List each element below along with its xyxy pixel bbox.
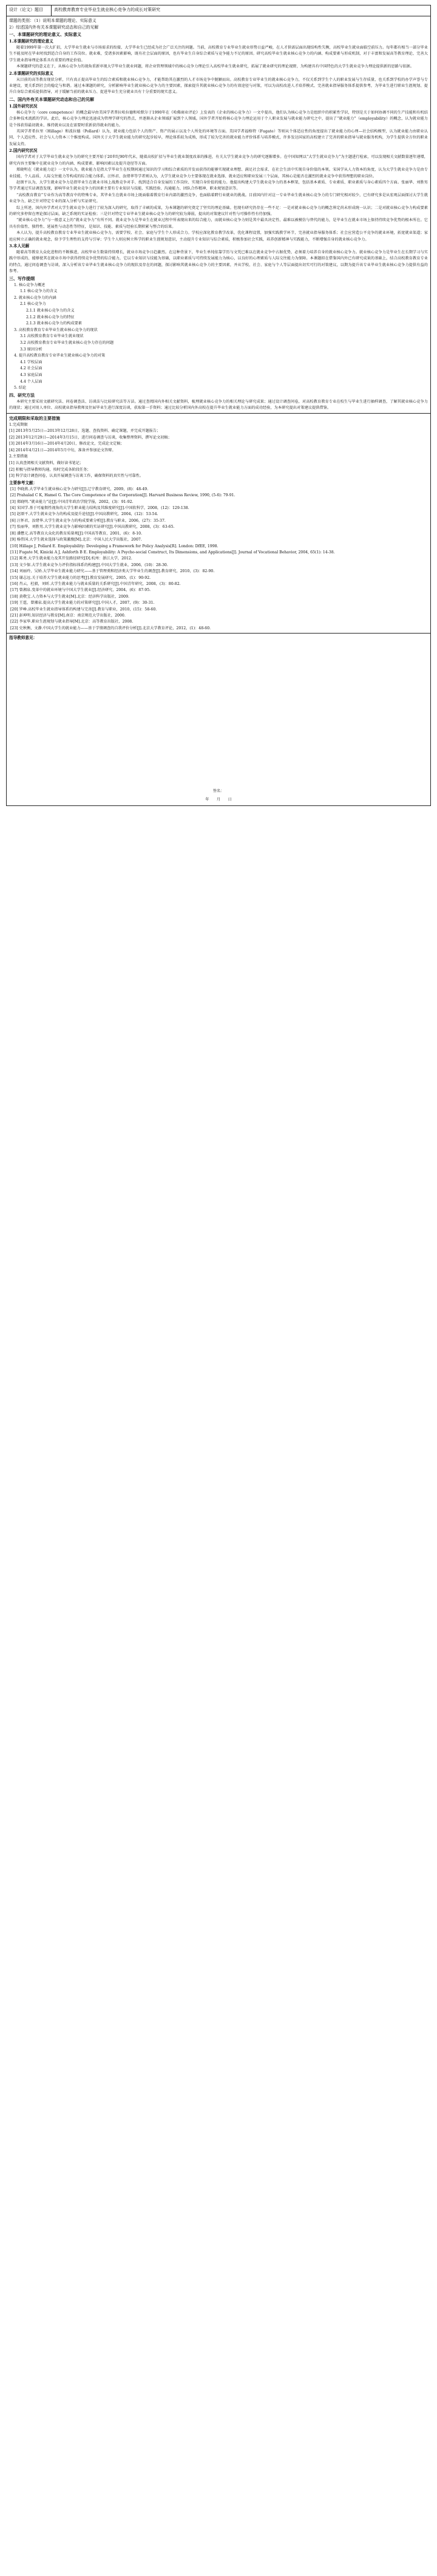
schedule-item: [3] 2014年3月16日—2014年4月20日，修改论文，完成论文定稿； xyxy=(9,442,124,446)
reference-item: [1] 李晓燕.大学毕业生就业核心竞争力研究[J].辽宁教育研究，2009，(8)：48-49. xyxy=(10,487,149,491)
reference-item: [22] 李家华.职业生涯规划与就业指导[M].北京：高等教育出版社，2008. xyxy=(10,620,134,624)
body-row xyxy=(7,16,431,414)
schedule-item: [1] 2013年5月25日—2013年12月28日，选题、查找资料、确定课题，并完成开题报告； xyxy=(9,429,161,434)
outline-item: 2.1.1 就业核心竞争力的含义 xyxy=(26,308,75,313)
paragraph: “高校教育教育”专业作为高等教育中的特殊专业，其毕业生在就业市场上既面临着教育行业内部的激烈竞争，也面临着跨行业就业的挑战。目前国内针对这一专业毕业生就业核心竞争力的专门研究相对较少，已有研究多是从宏观层面探讨大学生就业竞争力，缺乏针对特定专业的深入分析与实证研究。 xyxy=(9,193,428,204)
outline-item: 3.2 高校教育教育专业毕业生就业核心竞争力存在的问题 xyxy=(20,340,114,345)
method-body xyxy=(9,399,428,412)
schedule-row xyxy=(7,413,431,634)
advisor-row xyxy=(7,634,431,806)
thesis-title: 高校教育教育专业毕业生就业核心竞争力的成长对策研究 xyxy=(52,5,431,16)
outline-item: 3.3 原因分析 xyxy=(20,347,42,352)
section-1-1-title: 1.本课题研究的理论意义 xyxy=(9,39,53,44)
schedule-item: 2.主要措施 xyxy=(9,454,28,459)
outline-item: 1.1 核心竞争力的含义 xyxy=(20,289,58,294)
reference-item: [23] 史秋衡，文静.中国大学生的就业能力——基于学情调查的自我评价分析[J].北京大学教育评论，2012，(1)：48-60. xyxy=(10,626,211,630)
advisor-cell xyxy=(7,634,431,806)
signature-date: 年 月 日 xyxy=(205,798,232,802)
schedule-item: [1] 认真查阅相关文献资料，做好读书笔记； xyxy=(9,461,84,466)
reference-item: [17] 曾湘泉.变革中的就业环境与中国大学生就业[J].经济研究，2004，(6)：87-95. xyxy=(10,588,151,593)
schedule-title: 完成期限和采取的主要措施 xyxy=(9,415,60,421)
advisor-label: 指导教师意见： xyxy=(9,635,38,641)
outline-item: 4. 提升高校教育教育专业毕业生就业核心竞争力的对策 xyxy=(14,354,106,358)
paragraph: 随着1999年第一次大扩招，大学毕业生就业与市场需求的衔接、大学毕业生已经成为社会广泛关注的问题。当前，高校教育专业毕业生就业形势日益严峻，在人才供需层面出现结构性失衡，高校毕业生就业面临空前压力。每年都有相当一部分毕业生不能及时在毕业时找到适合自身的工作岗位。就业难，受诸多因素影响，既有社会层面的原因，也有毕业生自身综合素质与竞争能力不足的原因。研究高校毕业生就业核心竞争力的内涵、构成要素与形成机制，对于丰富和发展高等教育理论、完善大学生就业指导理论体系具有重要的理论价值。 xyxy=(9,46,428,63)
section-2-3-title: 3.本人见解 xyxy=(9,243,30,248)
schedule-item: 1.完成期限 xyxy=(9,422,28,427)
reference-item: [19] 王霆，曾湘泉.提高大学生就业能力的对策研究[J].中国人才，2007，(9)：30-31. xyxy=(10,601,155,606)
outline-item: 2.1.3 就业核心竞争力的构成要素 xyxy=(26,321,82,326)
schedule-list xyxy=(9,422,428,480)
reference-item: [7] 张丽华，刘胜男.大学生就业竞争力影响因素的实证研究[J].中国高教研究，2008，(3)：63-65. xyxy=(10,525,175,530)
section-2-1-body xyxy=(9,110,428,148)
outline-item: 4.4 个人层面 xyxy=(20,379,42,384)
outline-list xyxy=(9,282,428,392)
outline-item: 5. 结论 xyxy=(14,386,27,391)
outline-item: 1. 核心竞争力概述 xyxy=(14,282,46,287)
outline-item: 3. 高校教育教育专业毕业生就业核心竞争力的现状 xyxy=(14,327,98,332)
reference-item: [12] 陈勇.大学生就业能力及其开发路径研究[D].杭州：浙江大学，2012. xyxy=(10,556,132,561)
signature-label: 签名： xyxy=(212,789,225,794)
type-label: 设计（论文）题目 xyxy=(7,5,52,16)
method-title: 四、研究方法 xyxy=(9,392,35,398)
paragraph: 本课题研究的意义在于，从核心竞争力的视角重新审视大学毕业生就业问题，将企业管理领域中的核心竞争力理论引入高校毕业生就业研究，拓展了就业研究的理论视野，为构建具有中国特色的大学生就业竞争力理论提供新的思路与依据。 xyxy=(16,64,414,69)
reference-item: [8] 潘懋元.高等教育大众化的教育质量观[J].中国高等教育，2001，(6)：8-10. xyxy=(10,531,143,536)
paragraph: 随着高等教育大众化进程的不断推进，高校毕业生数量持续增长，就业市场竞争日趋激烈。在这种背景下，毕业生单纯依靠学历与文凭已难以在就业竞争中占据优势，必须着力培养自身的就业核心竞争力。就业核心竞争力是毕业生在长期学习与实践中形成的、能够使其在就业市场中获得持续竞争优势的综合能力，它以专业知识与技能为基础，以职业素质与可持续发展能力为核心，以良好的心理素质与人际交往能力为保障。本课题拟在借鉴国内外已有研究成果的基础上，结合高校教育教育专业的特点，通过问卷调查与访谈，深入分析该专业毕业生就业核心竞争力的现状及存在的问题，探讨影响其就业核心竞争力的主要因素，并从学校、社会、家庭与个人等层面提出切实可行的对策建议，以期为提升该专业毕业生就业核心竞争力提供有益的参考。 xyxy=(9,250,428,274)
section-2-1-title: 1.国外研究状况 xyxy=(9,103,38,109)
signature-block xyxy=(9,739,428,804)
outline-item: 4.1 学校层面 xyxy=(20,360,42,364)
header-row xyxy=(7,5,431,16)
references-list xyxy=(9,487,428,632)
paragraph: 赵颂平认为，大学生就业竞争力是指毕业生在就业市场上战胜竞争对手、找到适合自身发展的工作岗位、实现自身价值的能力。他提出构建大学生就业竞争力的基本框架，包括基本素质、专业素质、职业素质与身心素质四个方面。张丽华、刘胜男等学者通过实证调查发现，影响毕业生就业竞争力的因素主要有专业知识与技能、实践经验、沟通能力、团队合作精神、职业规划意识等。 xyxy=(9,180,428,191)
paragraph: 从目前的高等教育现状分析，只有真正提高毕业生的综合素质和就业核心竞争力，才能帮助其在激烈的人才市场竞争中脱颖而出。高校教育专业毕业生的就业核心竞争力，不仅关系到学生个人的职业发展与生存质量，也关系到学校的办学声誉与专业建设，更关系到社会的稳定与和谐。通过本课题的研究，分析影响毕业生就业核心竞争力的主要因素，探索提升其就业核心竞争力的有效途径与对策，可以为高校改进人才培养模式、完善就业指导服务体系提供参考，为毕业生进行职业生涯规划、提升自身综合素质提供指导，对于缓解当前的就业压力、促进毕业生充分就业具有十分重要的现实意义。 xyxy=(9,77,428,95)
section-2-3-body xyxy=(9,250,428,275)
reference-item: [9] 杨伟国.大学生就业选择与政策激励[M].北京：中国人民大学出版社，2007. xyxy=(10,538,142,542)
body-cell xyxy=(7,16,431,414)
paragraph: 国内学者对于大学毕业生就业竞争力的研究主要开始于20世纪90年代末，随着高校扩招与毕业生就业制度改革的推进，有关大学生就业竞争力的研究逐渐增多。在中国知网以“大学生就业竞争力”为主题进行检索，可以发现相关文献数量逐年递增，研究内容主要集中在就业竞争力的内涵、构成要素、影响因素以及提升途径等方面。 xyxy=(9,155,428,166)
reference-item: [18] 黄敬宝.人力资本与大学生就业[M].北京：经济科学出版社，2009. xyxy=(10,594,129,599)
paragraph: 英国学者希拉里（Hillage）和波拉德（Pollard）认为，就业能力包括个人的资产、资产的展示以及个人所处的环境等方面。美国学者福格特（Fugate）等则从个体适应性的角度提出了就业能力的心理—社会结构模型，认为就业能力由职业认同、个人适应性、社会与人力资本三个维度构成。国外关于大学生就业能力的研究起步较早，理论体系较为成熟，形成了较为完善的就业能力评价体系与培养模式，许多发达国家的高校建立了完善的职业指导与就业服务机构，为学生提供全方位的职业发展支持。 xyxy=(9,129,428,146)
references-title: 主要参考文献： xyxy=(9,480,38,485)
paragraph: 核心竞争力（core competence）的概念最早由美国学者普拉哈拉德和哈默尔于1990年在《哈佛商业评论》上发表的《企业的核心竞争力》一文中提出，他们认为核心竞争力是组织中的积累性学识，特别是关于如何协调不同的生产技能和有机结合多种技术流派的学识。此后，核心竞争力理论迅速成为管理学研究的热点，并逐渐从企业领域扩展到个人领域。国外学者开始将核心竞争力理论运用于个人职业发展与就业能力研究之中，提出了“就业能力”（employability）的概念，认为就业能力是个体获得最初就业、维持就业以及在需要时重新获得就业的能力。 xyxy=(9,110,428,128)
outline-title: 三、写作提纲 xyxy=(9,275,35,281)
reference-item: [5] 赵颂平.大学生就业竞争力的构成及提升途径[J].中国高教研究，2004，(12)：53-54. xyxy=(10,512,158,517)
reference-item: [4] 宋国学.基于可雇佣性视角的大学生职业能力结构及其维度研究[J].中国软科学，2008，(12)：129-138. xyxy=(10,506,189,511)
schedule-item: [2] 积极与指导教师沟通，按时完成各阶段任务； xyxy=(9,467,91,472)
reference-item: [14] 刘丽玲，吴娇.大学毕业生就业能力研究——基于管理类和经济类大学毕业生的调查[J].教育研究，2010，(3)：82-90. xyxy=(10,569,215,574)
reference-item: [15] 谢志远.关于培养大学生就业能力的思考[J].教育发展研究，2005，(1)：90-92. xyxy=(10,575,151,580)
reference-item: [13] 文少保.大学生就业竞争力评价指标体系的构建[J].中国大学生就业，2006，(10)：28-30. xyxy=(10,562,168,567)
section-2-2-body xyxy=(9,154,428,243)
outline-item: 2.1 核心竞争力 xyxy=(20,302,46,307)
outline-item: 2.1.2 就业核心竞争力的特征 xyxy=(26,315,75,319)
reference-item: [21] 彭坤明.知识经济与教育[M].南京：南京师范大学出版社，2000. xyxy=(10,613,126,618)
section-1-title: 一、本课题研究的理论意义、实际意义 xyxy=(9,32,81,37)
section-1-2-body xyxy=(9,77,428,96)
paragraph: 郑晓明在《就业能力论》一文中认为，就业能力是指大学毕业生在校期间通过知识的学习和综合素质的开发而获得的能够实现就业理想、满足社会需求、在社会生活中实现自身价值的本领。宋国学从人力资本的角度，认为大学生就业竞争力是由专业技能、个人品质、人际交往能力等构成的综合能力体系。汪怀君、汝绪华等学者则认为，大学生就业竞争力主要体现在就业选择、就业适应和职业发展三个层面，其核心是能否在激烈的就业竞争中获得理想的职业岗位。 xyxy=(9,168,428,179)
outline-item: 2. 就业核心竞争力的内涵 xyxy=(14,295,56,300)
lead-line-1: 课题的类别：（1）说明本课题的理论、实际意义 xyxy=(9,18,97,23)
outline-item: 4.3 家庭层面 xyxy=(20,372,42,377)
section-2-title: 二、国内外有关本课题研究动态和自己的见解 xyxy=(9,96,94,102)
reference-item: [16] 肖云，杜毅，刘昕.大学生就业能力与就业质量的关系研究[J].中国青年研究，2008，(3)：80-82. xyxy=(10,581,181,586)
reference-item: [3] 郑晓明.“就业能力”论[J].中国青年政治学院学报，2002，(3)：91-92. xyxy=(10,499,134,504)
reference-item: [10] Hillage J, Pollard E. Employability: Developing a Framework for Policy Analysis[R]. London: DfEE, 1998. xyxy=(10,544,218,548)
paragraph: 本人认为，提升高校教育教育专业毕业生就业核心竞争力，需要学校、社会、家庭与学生个人形成合力。学校应深化教育教学改革，优化课程设置，加强实践教学环节，完善就业指导服务体系；社会应营造公平竞争的就业环境，拓宽就业渠道；家庭应树立正确的就业观念，给予学生理性的支持与引导；学生个人则应树立科学的职业生涯规划意识，主动提升专业知识与综合素质，积极参加社会实践，培养创新精神与实践能力，不断增强自身的就业核心竞争力。 xyxy=(9,231,428,242)
paragraph: 本研究主要采用文献研究法、问卷调查法、访谈法与比较研究法等方法。通过查阅国内外相关文献资料，梳理就业核心竞争力的相关理论与研究成果；通过设计调查问卷，对高校教育教育专业在校生与毕业生进行抽样调查，了解其就业核心竞争力的现状；通过对用人单位、高校就业指导教师及往届毕业生进行深度访谈，获取第一手资料；通过比较分析国内外高校在提升毕业生就业能力方面的成功经验，为本研究提出对策建议提供借鉴。 xyxy=(9,399,428,411)
advisor-comment-area[interactable] xyxy=(9,641,428,739)
paragraph: “就业核心竞争力”与一般意义上的“就业竞争力”有所不同。就业竞争力是毕业生在就业过程中所表现出来的综合能力，而就业核心竞争力则是其中最具决定性、最难以被模仿与替代的能力，是毕业生在就业市场上保持持续竞争优势的根本所在。它具有价值性、独特性、延展性与动态性等特征，是知识、技能、素质与经验长期积累与整合的结果。 xyxy=(9,218,428,229)
reference-item: [20] 罗峥.高校毕业生就业指导体系的构建与完善[J].教育与职业，2010，(15)：58-60. xyxy=(10,607,157,612)
outline-item: 3.1 高校教育教育专业毕业生就业现状 xyxy=(20,334,84,339)
schedule-cell xyxy=(7,413,431,634)
section-1-2-title: 2.本课题研究的实际意义 xyxy=(9,70,53,76)
outline-item: 4.2 社会层面 xyxy=(20,366,42,371)
section-1-1-body xyxy=(9,45,428,70)
schedule-item: [2] 2013年12月29日—2014年3月15日，进行问卷调查与访谈，收集整理资料，撰写论文初稿； xyxy=(9,435,172,440)
lead-line-2: 2）综述国内外有关本课题研究动态和自己的见解 xyxy=(9,25,99,30)
reference-item: [11] Fugate M, Kinicki A J, Ashforth B E. Employability: A Psycho-social Construct, Its Dimensions, and Applications[J]. Journal of Vocational Behavior, 2004, 65(1): 14-38. xyxy=(10,550,335,555)
section-2-2-title: 2.国内研究状况 xyxy=(9,148,38,154)
reference-item: [2] Prahalad C K, Hamel G. The Core Competence of the Corporation[J]. Harvard Business Review, 1990, (5-6): 79-91. xyxy=(10,493,235,498)
paragraph: 综上所述，国内外学者对大学生就业竞争力进行了较为深入的研究，取得了丰硕的成果，为本课题的研究奠定了坚实的理论基础。但现有研究仍存在一些不足：一是对就业核心竞争力的概念界定尚未形成统一认识；二是对就业核心竞争力构成要素的研究多停留在理论探讨层面，缺乏系统的实证检验；三是针对特定专业毕业生就业核心竞争力的研究较为薄弱，提出的对策建议针对性与可操作性有待加强。 xyxy=(9,205,428,216)
reference-item: [6] 汪怀君，汝绪华.大学生就业竞争力的构成要素分析[J].教育与职业，2006，(27)：35-37. xyxy=(10,518,166,523)
schedule-item: [4] 2014年4月21日—2014年5月中旬，准备并参加论文答辩。 xyxy=(9,448,116,453)
schedule-item: [3] 科学设计调查问卷，认真开展调查与访谈工作，确保资料的真实性与可靠性。 xyxy=(9,474,144,479)
proposal-form xyxy=(6,5,431,806)
proposal-page xyxy=(0,0,437,813)
